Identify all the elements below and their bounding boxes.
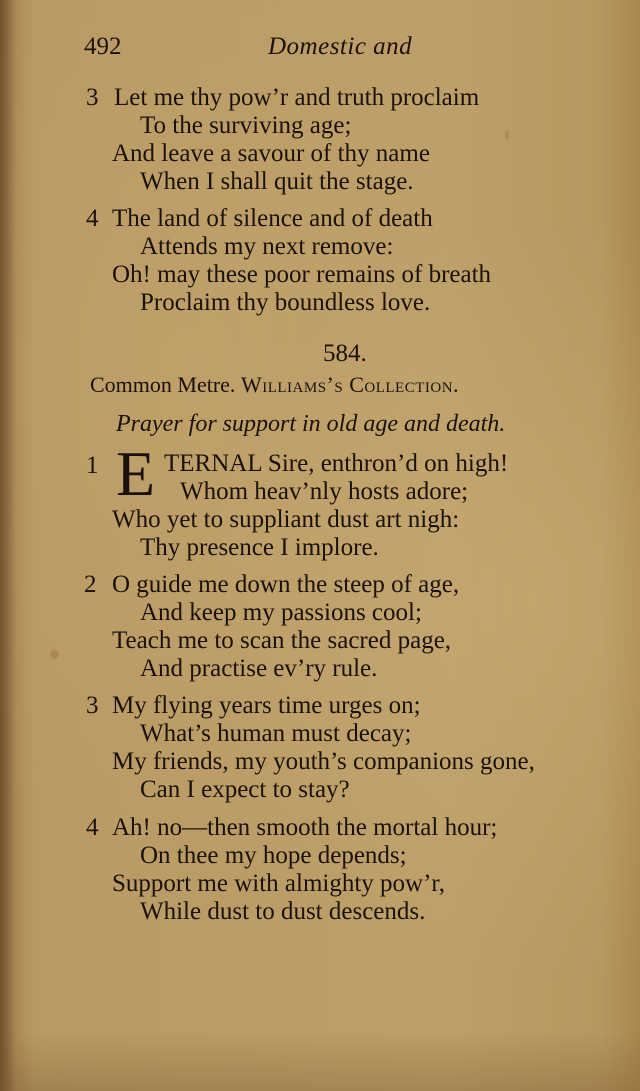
verse-line: Support me with almighty pow’r, bbox=[112, 870, 445, 897]
verse-line: On thee my hope depends; bbox=[140, 842, 407, 869]
hymn-meter-line bbox=[90, 372, 459, 398]
stanza-number: 4 bbox=[86, 814, 99, 841]
verse-line: To the surviving age; bbox=[140, 112, 352, 139]
stanza-number: 3 bbox=[86, 692, 99, 719]
verse-line: O guide me down the steep of age, bbox=[112, 571, 460, 598]
verse-line: Attends my next remove: bbox=[140, 233, 394, 260]
verse-line: Teach me to scan the sacred page, bbox=[112, 627, 452, 654]
verse-line: Proclaim thy boundless love. bbox=[140, 289, 431, 316]
hymn-number: 584. bbox=[323, 340, 367, 367]
verse-line: Who yet to suppliant dust art nigh: bbox=[112, 506, 460, 533]
page-number: 492 bbox=[84, 33, 122, 60]
verse-line: Thy presence I implore. bbox=[140, 534, 379, 561]
verse-line: And practise ev’ry rule. bbox=[140, 655, 378, 682]
verse-line: And keep my passions cool; bbox=[140, 599, 422, 626]
stanza-number: 2 bbox=[84, 571, 97, 598]
verse-line: When I shall quit the stage. bbox=[140, 168, 414, 195]
stanza-number: 4 bbox=[86, 205, 99, 232]
verse-line: Ah! no—then smooth the mortal hour; bbox=[112, 814, 498, 841]
drop-cap: E bbox=[116, 438, 156, 509]
verse-line: And leave a savour of thy name bbox=[112, 140, 430, 167]
verse-line: What’s human must decay; bbox=[140, 720, 412, 747]
verse-line: My flying years time urges on; bbox=[112, 692, 421, 719]
hymn-meter: Common Metre. bbox=[90, 372, 236, 397]
verse-line: The land of silence and of death bbox=[112, 205, 433, 232]
verse-line: Can I expect to stay? bbox=[140, 776, 350, 803]
verse-line: TERNAL Sire, enthron’d on high! bbox=[164, 450, 509, 477]
page-bottom-shade bbox=[0, 1031, 640, 1091]
stanza-number: 3 bbox=[86, 84, 99, 111]
verse-line: While dust to dust descends. bbox=[140, 898, 426, 925]
stanza-number: 1 bbox=[86, 452, 99, 479]
hymn-source: Williams’s Collection. bbox=[240, 372, 460, 397]
paper-stain bbox=[505, 130, 509, 140]
paper-stain bbox=[50, 650, 59, 659]
verse-line: Oh! may these poor remains of breath bbox=[112, 261, 492, 288]
page-gutter-shadow bbox=[0, 0, 16, 1091]
verse-line: Whom heav’nly hosts adore; bbox=[180, 478, 469, 505]
verse-line: My friends, my youth’s companions gone, bbox=[112, 748, 535, 775]
running-title: Domestic and bbox=[268, 33, 413, 60]
verse-line: Let me thy pow’r and truth proclaim bbox=[114, 84, 480, 111]
hymn-title: Prayer for support in old age and death. bbox=[116, 411, 506, 437]
